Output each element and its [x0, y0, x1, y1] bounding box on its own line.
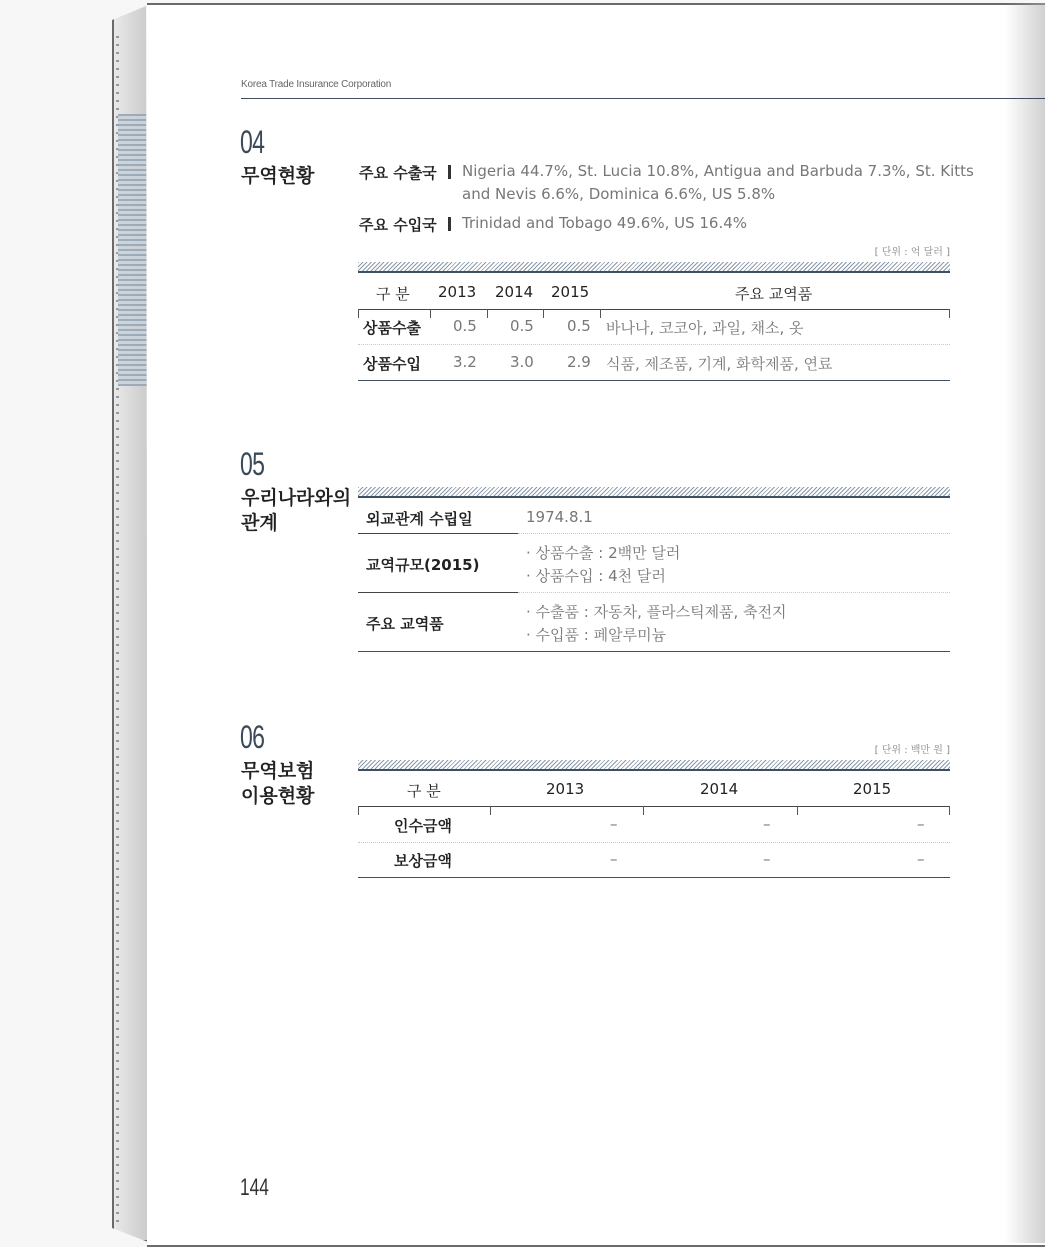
section-05-title-line-2: 관계	[241, 512, 278, 534]
t04-tick	[487, 309, 488, 318]
section-04-number: 04	[240, 124, 265, 160]
export-label: 주요 수출국	[359, 164, 437, 182]
t06-header-2015: 2015	[853, 780, 892, 798]
t05-row-divider	[518, 592, 950, 593]
spine-stripes	[118, 114, 148, 386]
import-separator	[448, 217, 451, 231]
t04-header-2013: 2013	[438, 283, 477, 301]
t06-cell-2014: –	[763, 815, 771, 833]
t04-row-label: 상품수입	[363, 355, 421, 373]
t04-cell-goods: 식품, 제조품, 기계, 화학제품, 연료	[606, 355, 833, 373]
t04-cell-2013: 3.2	[453, 353, 477, 371]
t04-cell-2014: 0.5	[510, 317, 534, 335]
t04-row-label: 상품수출	[363, 319, 421, 337]
t05-label-rule	[358, 592, 518, 593]
section-04-title: 무역현황	[241, 165, 315, 187]
t05-row-divider	[518, 533, 950, 534]
table-06-hatch	[358, 760, 950, 769]
t04-header-goods: 주요 교역품	[735, 285, 813, 303]
import-label: 주요 수입국	[359, 216, 437, 234]
t06-row-divider	[358, 842, 950, 843]
t04-header-2015: 2015	[551, 283, 590, 301]
section-06-title-line-1: 무역보험	[241, 760, 315, 782]
t05-row-value: 1974.8.1	[526, 508, 593, 526]
t05-row-label: 외교관계 수립일	[366, 510, 473, 528]
t06-cell-2014: –	[763, 850, 771, 868]
t04-tick	[543, 309, 544, 318]
t05-row-label: 교역규모(2015)	[366, 556, 480, 574]
t04-cell-2014: 3.0	[510, 353, 534, 371]
book-spine	[112, 6, 150, 1242]
t05-row-value: · 수출품 : 자동차, 플라스틱제품, 축전지	[526, 603, 787, 621]
table-04-top-rule	[358, 271, 950, 273]
t06-tick	[490, 806, 491, 815]
t04-row-divider	[358, 344, 950, 345]
t05-row-value: · 상품수입 : 4천 달러	[526, 567, 666, 585]
section-06-number: 06	[240, 719, 265, 755]
t06-cell-2013: –	[610, 815, 618, 833]
t05-row-value: · 수입품 : 페알루미늄	[526, 626, 667, 644]
t06-tick	[797, 806, 798, 815]
section-06-unit: [ 단위 : 백만 원 ]	[874, 745, 950, 756]
t04-cell-goods: 바나나, 코코아, 과일, 채소, 옷	[606, 319, 804, 337]
t04-header-category: 구 분	[376, 285, 410, 303]
t05-label-rule	[358, 533, 518, 534]
section-06-title-line-2: 이용현황	[241, 785, 315, 807]
export-separator	[448, 165, 451, 179]
export-line-2: and Nevis 6.6%, Dominica 6.6%, US 5.8%	[462, 185, 776, 203]
table-04-hatch	[358, 262, 950, 271]
t06-header-2014: 2014	[700, 780, 739, 798]
page-number: 144	[240, 1174, 269, 1201]
t06-cell-2015: –	[917, 815, 925, 833]
table-06-top-rule	[358, 769, 950, 771]
t04-tick	[430, 309, 431, 318]
t04-bottom-rule	[358, 380, 950, 381]
t04-tick	[949, 309, 950, 318]
t06-tick	[358, 806, 359, 815]
t05-row-label: 주요 교역품	[366, 615, 444, 633]
section-05-title-line-1: 우리나라와의	[241, 487, 352, 509]
section-05-number: 05	[240, 446, 265, 482]
t06-header-2013: 2013	[546, 780, 585, 798]
import-value: Trinidad and Tobago 49.6%, US 16.4%	[462, 214, 748, 232]
table-05-hatch	[358, 487, 950, 496]
section-04-unit: [ 단위 : 억 달러 ]	[874, 247, 950, 258]
t06-row-label: 보상금액	[394, 852, 452, 870]
export-line-1: Nigeria 44.7%, St. Lucia 10.8%, Antigua and Barbuda 7.3%, St. Kitts	[462, 162, 974, 180]
t06-cell-2013: –	[610, 850, 618, 868]
t05-row-value: · 상품수출 : 2백만 달러	[526, 544, 681, 562]
t06-header-category: 구 분	[407, 782, 441, 800]
t06-header-rule	[358, 806, 950, 807]
header-rule	[241, 98, 1045, 99]
t04-tick	[600, 309, 601, 318]
t06-cell-2015: –	[917, 850, 925, 868]
t06-tick	[949, 806, 950, 815]
t05-bottom-rule	[358, 651, 950, 652]
t06-bottom-rule	[358, 877, 950, 878]
t04-tick	[358, 309, 359, 318]
t04-cell-2015: 0.5	[567, 317, 591, 335]
t04-header-2014: 2014	[495, 283, 534, 301]
t04-cell-2015: 2.9	[567, 353, 591, 371]
t06-tick	[643, 806, 644, 815]
t06-row-label: 인수금액	[394, 817, 452, 835]
page-edge-shadow	[1005, 3, 1045, 1243]
t04-header-rule	[358, 309, 950, 310]
running-head: Korea Trade Insurance Corporation	[241, 79, 392, 90]
t04-cell-2013: 0.5	[453, 317, 477, 335]
table-05-top-rule	[358, 496, 950, 498]
